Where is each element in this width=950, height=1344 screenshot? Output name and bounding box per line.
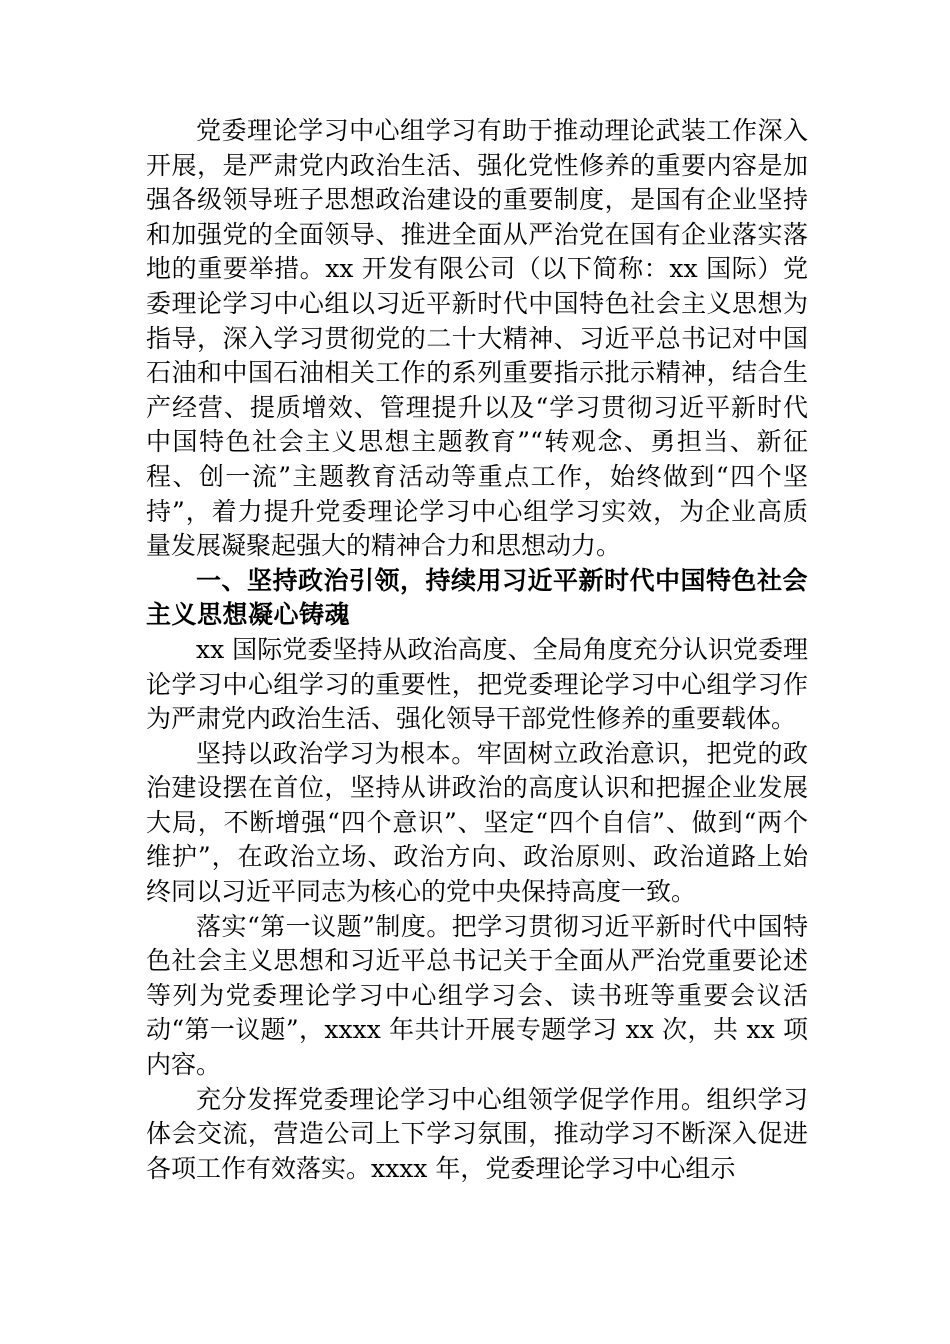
section1-paragraph-4: 充分发挥党委理论学习中心组领学促学作用。组织学习体会交流，营造公司上下学习氛围，推动学习不断深入促进各项工作有效落实。xxxx 年，党委理论学习中心组示 — [146, 1084, 808, 1183]
section-heading-1: 一、坚持政治引领，持续用习近平新时代中国特色社会主义思想凝心铸魂 — [146, 565, 809, 630]
section1-paragraph-1: xx 国际党委坚持从政治高度、全局角度充分认识党委理论学习中心组学习的重要性，把党委理论学习中心组学习作为严肃党内政治生活、强化领导干部党性修养的重要载体。 — [146, 634, 808, 734]
section1-paragraph-2: 坚持以政治学习为根本。牢固树立政治意识，把党的政治建设摆在首位，坚持从讲政治的高度认识和把握企业发展大局，不断增强“四个意识”、坚定“四个自信”、做到“两个维护”，在政治立场、政治方向、政治原则、政治道路上始终同以习近平同志为核心的党中央保持高度一致。 — [146, 738, 808, 907]
document-page — [146, 114, 808, 1186]
section1-paragraph-3: 落实“第一议题”制度。把学习贯彻习近平新时代中国特色社会主义思想和习近平总书记关于全面从严治党重要论述等列为党委理论学习中心组学习会、读书班等重要会议活动“第一议题”，xxxx 年共计开展专题学习 xx 次，共 xx 项内容。 — [146, 911, 808, 1080]
intro-paragraph: 党委理论学习中心组学习有助于推动理论武装工作深入开展，是严肃党内政治生活、强化党性修养的重要内容是加强各级领导班子思想政治建设的重要制度，是国有企业坚持和加强党的全面领导、推进全面从严治党在国有企业落实落地的重要举措。xx 开发有限公司（以下简称：xx 国际）党委理论学习中心组以习近平新时代中国特色社会主义思想为指导，深入学习贯彻党的二十大精神、习近平总书记对中国石油和中国石油相关工作的系列重要指示批示精神，结合生产经营、提质增效、管理提升以及“学习贯彻习近平新时代中国特色社会主义思想主题教育”“转观念、勇担当、新征程、创一流”主题教育活动等重点工作，始终做到“四个坚持”，着力提升党委理论学习中心组学习实效，为企业高质量发展凝聚起强大的精神合力和思想动力。 — [146, 116, 808, 561]
